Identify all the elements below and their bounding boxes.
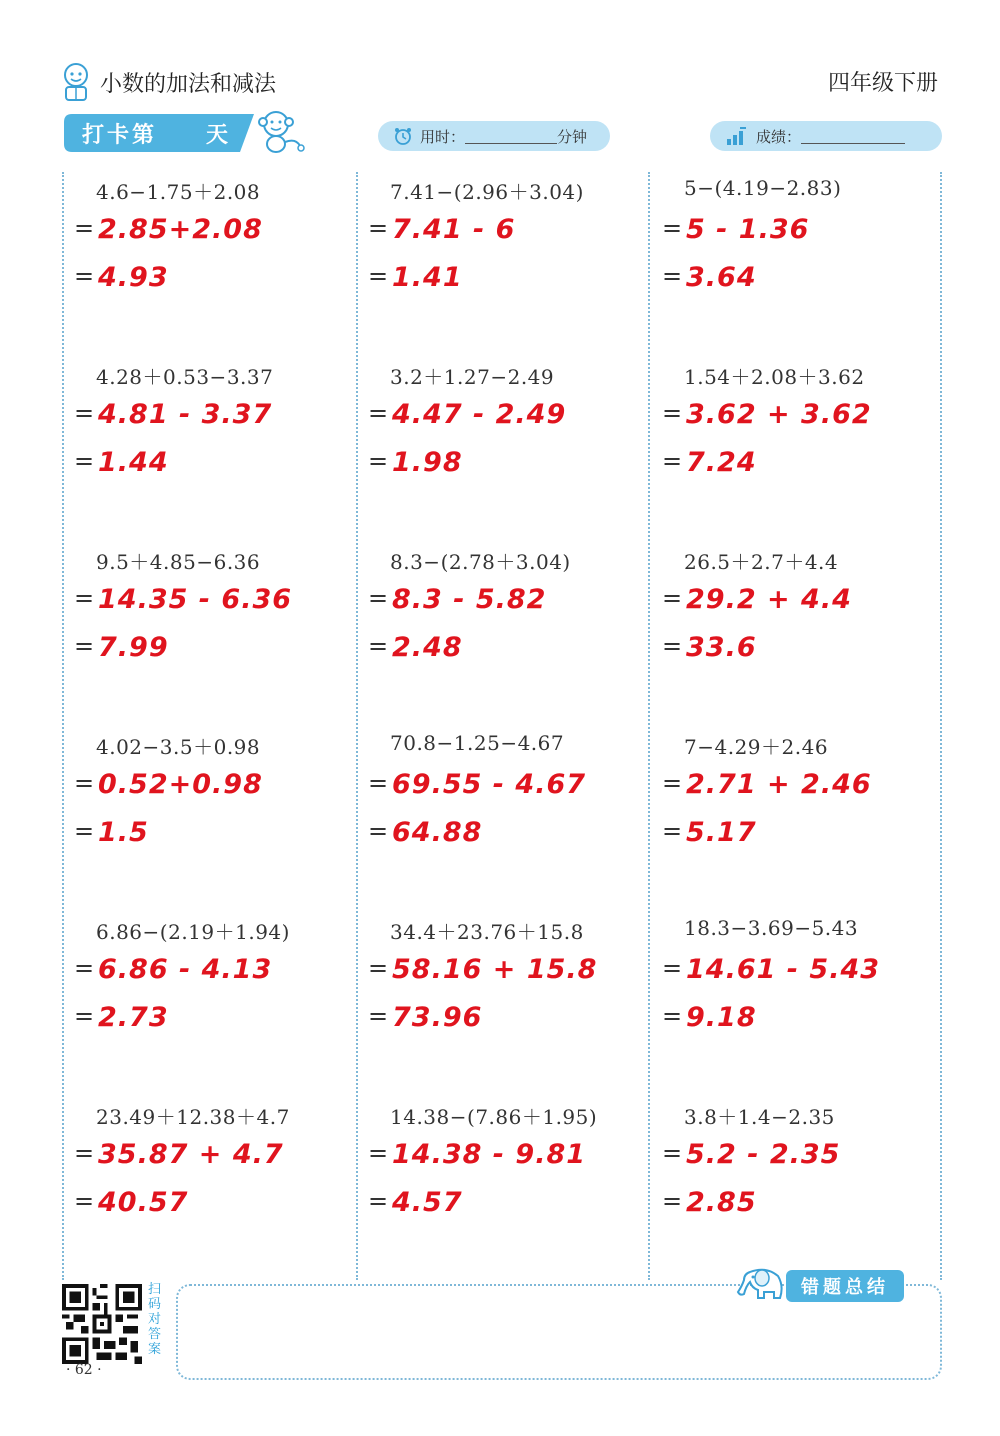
handwritten-step: 69.55 - 4.67 bbox=[392, 769, 587, 800]
problem-card bbox=[62, 916, 322, 1076]
qr-code-icon[interactable] bbox=[62, 1284, 142, 1364]
equals-sign: = bbox=[662, 1139, 683, 1167]
problem-card bbox=[356, 916, 616, 1076]
problem-card bbox=[356, 361, 616, 521]
problem-expression: 4.6−1.75＋2.08 bbox=[96, 180, 261, 204]
problem-expression: 6.86−(2.19＋1.94) bbox=[96, 920, 290, 944]
problem-expression: 3.8＋1.4−2.35 bbox=[684, 1105, 835, 1129]
problem-expression: 1.54＋2.08＋3.62 bbox=[684, 365, 865, 389]
equals-sign: = bbox=[74, 262, 95, 290]
equals-sign: = bbox=[662, 262, 683, 290]
equals-sign: = bbox=[74, 769, 95, 797]
topic-title: 小数的加法和减法 bbox=[100, 71, 277, 97]
equals-sign: = bbox=[368, 584, 389, 612]
handwritten-answer: 1.5 bbox=[98, 817, 149, 848]
problem-expression: 3.2＋1.27−2.49 bbox=[390, 365, 555, 389]
monkey-mascot-icon bbox=[254, 108, 308, 154]
handwritten-answer: 1.98 bbox=[392, 447, 463, 478]
equals-sign: = bbox=[368, 1187, 389, 1215]
time-blank[interactable] bbox=[465, 128, 557, 144]
equals-sign: = bbox=[368, 954, 389, 982]
equals-sign: = bbox=[74, 447, 95, 475]
equals-sign: = bbox=[74, 954, 95, 982]
problem-card bbox=[62, 361, 322, 521]
equals-sign: = bbox=[74, 817, 95, 845]
handwritten-answer: 7.99 bbox=[98, 632, 169, 663]
problem-card bbox=[62, 546, 322, 706]
equals-sign: = bbox=[368, 1002, 389, 1030]
equals-sign: = bbox=[74, 1002, 95, 1030]
handwritten-answer: 5.17 bbox=[686, 817, 757, 848]
score-field bbox=[710, 121, 942, 151]
problem-card bbox=[650, 916, 910, 1076]
page-header bbox=[58, 60, 276, 104]
equals-sign: = bbox=[662, 817, 683, 845]
equals-sign: = bbox=[662, 1187, 683, 1215]
equals-sign: = bbox=[662, 214, 683, 242]
score-label: 成绩： bbox=[756, 127, 802, 146]
lion-mascot-icon bbox=[58, 62, 94, 102]
problem-expression: 23.49＋12.38＋4.7 bbox=[96, 1105, 290, 1129]
equals-sign: = bbox=[74, 214, 95, 242]
handwritten-answer: 2.85 bbox=[686, 1187, 757, 1218]
handwritten-step: 2.71 + 2.46 bbox=[686, 769, 872, 800]
problem-expression: 7.41−(2.96＋3.04) bbox=[390, 180, 584, 204]
equals-sign: = bbox=[368, 632, 389, 660]
problem-expression: 8.3−(2.78＋3.04) bbox=[390, 550, 571, 574]
equals-sign: = bbox=[368, 399, 389, 427]
handwritten-answer: 1.44 bbox=[98, 447, 169, 478]
score-chart-icon bbox=[726, 126, 748, 146]
equals-sign: = bbox=[368, 1139, 389, 1167]
handwritten-answer: 33.6 bbox=[686, 632, 757, 663]
equals-sign: = bbox=[368, 214, 389, 242]
score-blank[interactable] bbox=[801, 128, 905, 144]
problem-expression: 70.8−1.25−4.67 bbox=[390, 731, 565, 755]
handwritten-step: 14.35 - 6.36 bbox=[98, 584, 293, 615]
handwritten-step: 14.38 - 9.81 bbox=[392, 1139, 587, 1170]
equals-sign: = bbox=[74, 1187, 95, 1215]
handwritten-step: 0.52+0.98 bbox=[98, 769, 263, 800]
page-number: · 62 · bbox=[66, 1362, 102, 1378]
problem-expression: 26.5＋2.7＋4.4 bbox=[684, 550, 839, 574]
handwritten-answer: 4.93 bbox=[98, 262, 169, 293]
alarm-clock-icon bbox=[394, 127, 412, 145]
problem-card bbox=[62, 1101, 322, 1261]
grade-label: 四年级下册 bbox=[827, 71, 938, 96]
handwritten-answer: 1.41 bbox=[392, 262, 463, 293]
problem-card bbox=[62, 176, 322, 336]
equals-sign: = bbox=[368, 262, 389, 290]
equals-sign: = bbox=[368, 447, 389, 475]
equals-sign: = bbox=[662, 954, 683, 982]
equals-sign: = bbox=[74, 399, 95, 427]
handwritten-step: 4.81 - 3.37 bbox=[98, 399, 273, 430]
problem-expression: 4.28＋0.53−3.37 bbox=[96, 365, 274, 389]
scan-for-answers-label: 扫码对答案 bbox=[148, 1282, 162, 1357]
handwritten-step: 3.62 + 3.62 bbox=[686, 399, 872, 430]
problem-card bbox=[650, 176, 910, 336]
checkin-banner bbox=[64, 114, 254, 152]
problem-card bbox=[356, 731, 616, 891]
problem-card bbox=[650, 1101, 910, 1261]
equals-sign: = bbox=[662, 584, 683, 612]
handwritten-answer: 3.64 bbox=[686, 262, 757, 293]
elephant-mascot-icon bbox=[730, 1264, 786, 1304]
handwritten-answer: 2.73 bbox=[98, 1002, 169, 1033]
equals-sign: = bbox=[662, 769, 683, 797]
problem-expression: 5−(4.19−2.83) bbox=[684, 176, 842, 200]
problem-card bbox=[356, 176, 616, 336]
equals-sign: = bbox=[662, 1002, 683, 1030]
problem-card bbox=[650, 546, 910, 706]
problem-card bbox=[356, 1101, 616, 1261]
handwritten-step: 5.2 - 2.35 bbox=[686, 1139, 841, 1170]
equals-sign: = bbox=[662, 399, 683, 427]
problem-card bbox=[62, 731, 322, 891]
problem-expression: 7−4.29＋2.46 bbox=[684, 735, 829, 759]
handwritten-step: 14.61 - 5.43 bbox=[686, 954, 881, 985]
handwritten-step: 58.16 + 15.8 bbox=[392, 954, 598, 985]
handwritten-step: 29.2 + 4.4 bbox=[686, 584, 852, 615]
handwritten-step: 7.41 - 6 bbox=[392, 214, 516, 245]
equals-sign: = bbox=[74, 1139, 95, 1167]
equals-sign: = bbox=[368, 817, 389, 845]
handwritten-step: 35.87 + 4.7 bbox=[98, 1139, 284, 1170]
handwritten-answer: 2.48 bbox=[392, 632, 463, 663]
problem-expression: 4.02−3.5＋0.98 bbox=[96, 735, 261, 759]
handwritten-answer: 4.57 bbox=[392, 1187, 463, 1218]
equals-sign: = bbox=[74, 584, 95, 612]
mistake-summary-label: 错题总结 bbox=[786, 1270, 904, 1302]
time-unit: 分钟 bbox=[557, 127, 588, 146]
handwritten-step: 4.47 - 2.49 bbox=[392, 399, 567, 430]
handwritten-answer: 64.88 bbox=[392, 817, 483, 848]
equals-sign: = bbox=[368, 769, 389, 797]
equals-sign: = bbox=[74, 632, 95, 660]
banner-label: 打卡第 bbox=[82, 123, 158, 148]
handwritten-answer: 73.96 bbox=[392, 1002, 483, 1033]
problem-card bbox=[650, 361, 910, 521]
handwritten-step: 8.3 - 5.82 bbox=[392, 584, 547, 615]
problem-expression: 34.4＋23.76＋15.8 bbox=[390, 920, 584, 944]
handwritten-answer: 40.57 bbox=[98, 1187, 189, 1218]
banner-day-unit: 天 bbox=[206, 123, 229, 148]
equals-sign: = bbox=[662, 632, 683, 660]
problem-expression: 18.3−3.69−5.43 bbox=[684, 916, 859, 940]
handwritten-answer: 9.18 bbox=[686, 1002, 757, 1033]
handwritten-step: 2.85+2.08 bbox=[98, 214, 263, 245]
equals-sign: = bbox=[662, 447, 683, 475]
problem-expression: 9.5＋4.85−6.36 bbox=[96, 550, 261, 574]
handwritten-answer: 7.24 bbox=[686, 447, 757, 478]
column-border-right bbox=[940, 172, 942, 1280]
problem-card bbox=[356, 546, 616, 706]
problem-card bbox=[650, 731, 910, 891]
problem-expression: 14.38−(7.86＋1.95) bbox=[390, 1105, 598, 1129]
handwritten-step: 6.86 - 4.13 bbox=[98, 954, 273, 985]
time-label: 用时： bbox=[420, 127, 466, 146]
handwritten-step: 5 - 1.36 bbox=[686, 214, 810, 245]
time-spent-field bbox=[378, 121, 610, 151]
